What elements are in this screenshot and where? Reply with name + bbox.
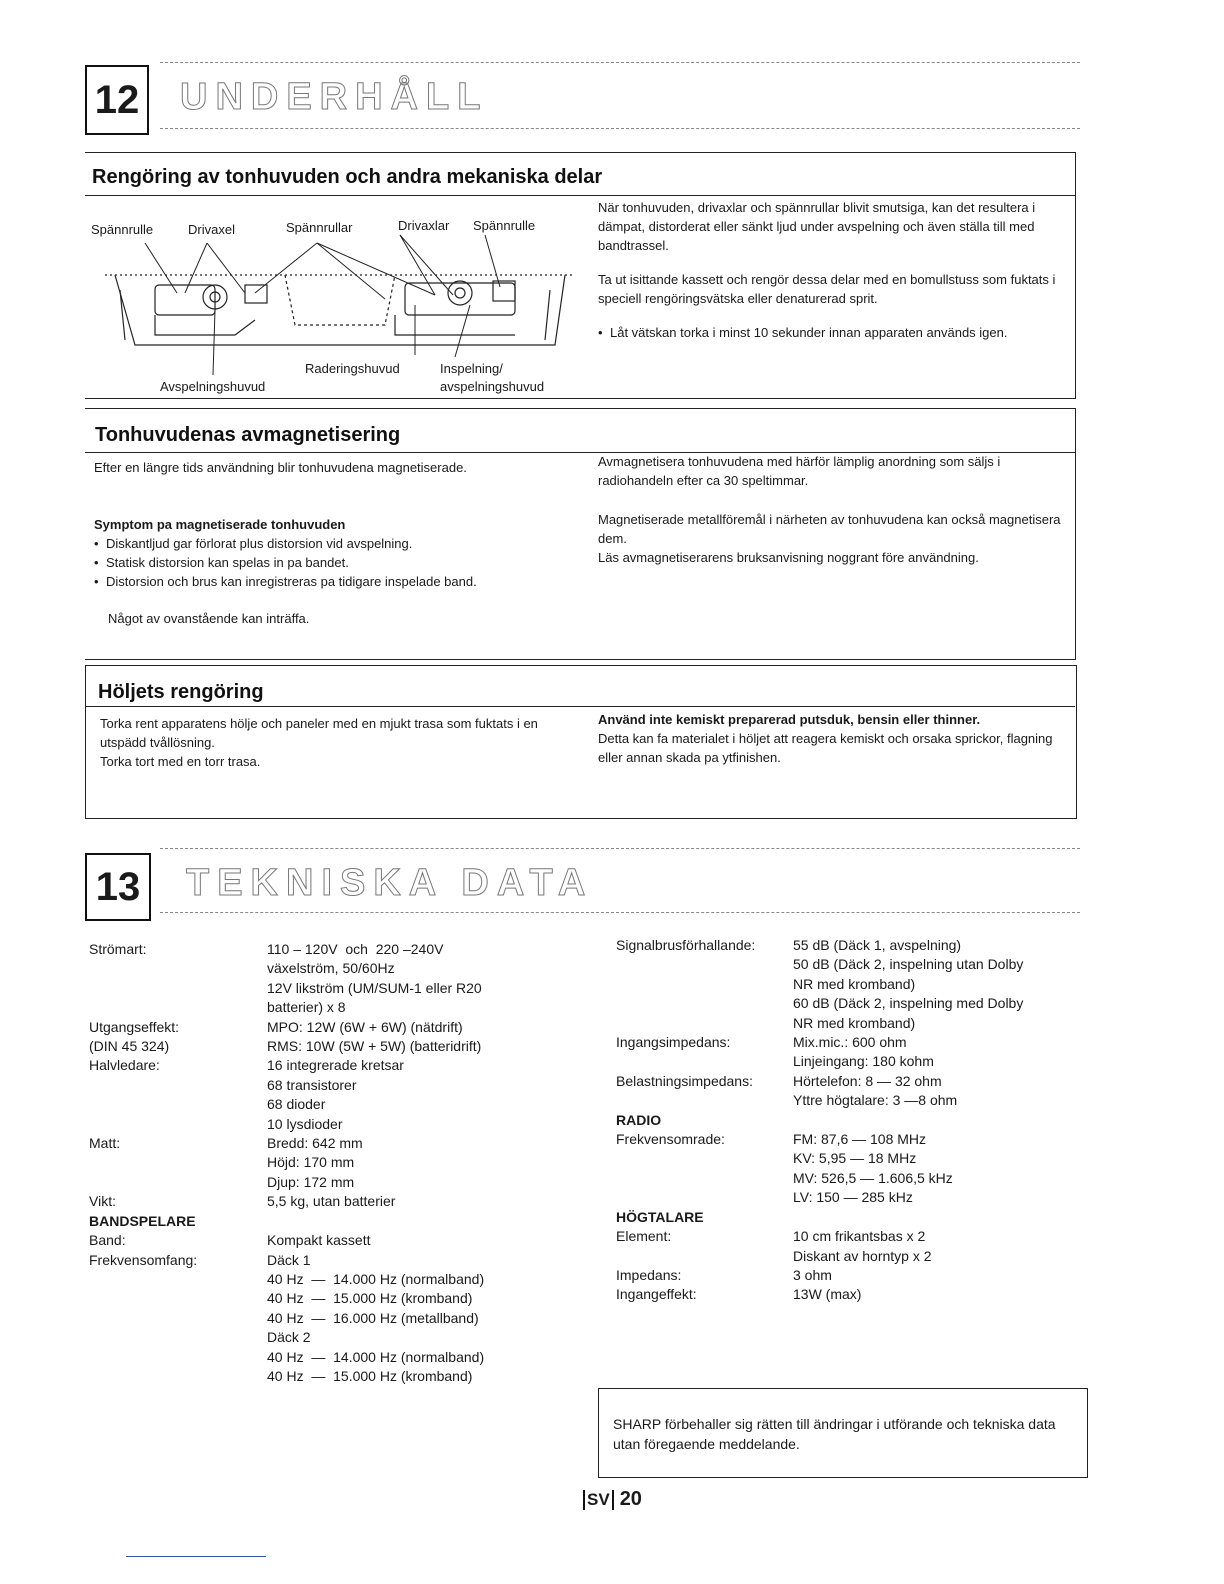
spec-key: RADIO bbox=[616, 1111, 662, 1128]
spec-value: Däck 2 bbox=[267, 1329, 311, 1346]
spec-row bbox=[89, 1231, 589, 1250]
spec-row bbox=[89, 1251, 589, 1270]
spec-row bbox=[89, 1115, 589, 1134]
spec-key: Vikt: bbox=[89, 1193, 116, 1210]
section-title-13: TEKNISKA DATA bbox=[186, 862, 594, 904]
spec-row bbox=[89, 1212, 589, 1231]
spec-value: Bredd: 642 mm bbox=[267, 1135, 363, 1152]
spec-value: 10 cm frikantsbas x 2 bbox=[793, 1228, 926, 1245]
spec-row bbox=[89, 1270, 589, 1289]
cleaning-title-rule bbox=[85, 195, 1075, 196]
case-l1: Torka rent apparatens hölje och paneler med en mjukt trasa som fuktats i en utspädd tvållösning. bbox=[100, 716, 538, 750]
specs-right bbox=[616, 936, 1086, 1305]
spec-row bbox=[89, 1173, 589, 1192]
spec-row bbox=[89, 1348, 589, 1367]
spec-key bbox=[616, 1169, 793, 1188]
spec-key: Matt: bbox=[89, 1135, 121, 1152]
spec-key bbox=[89, 1328, 267, 1347]
spec-value: Höjd: 170 mm bbox=[267, 1154, 355, 1171]
spec-key bbox=[616, 1014, 793, 1033]
spec-key: Frekvensomrade: bbox=[616, 1131, 725, 1148]
label-spannrullar: Spännrullar bbox=[286, 220, 353, 235]
label-avspelningshuvud-left: Avspelningshuvud bbox=[160, 379, 266, 394]
spec-value: 13W (max) bbox=[793, 1286, 862, 1303]
spec-key: Element: bbox=[616, 1228, 672, 1245]
spec-row bbox=[89, 1095, 589, 1114]
spec-row bbox=[616, 1033, 1086, 1052]
spec-key bbox=[616, 1149, 793, 1168]
case-l2: Torka tort med en torr trasa. bbox=[100, 754, 261, 769]
specs-left bbox=[89, 940, 589, 1386]
spec-row bbox=[89, 1367, 589, 1386]
spec-row bbox=[616, 1169, 1086, 1188]
spec-row bbox=[89, 1076, 589, 1095]
spec-key bbox=[89, 1289, 267, 1308]
section-number-12: 12 bbox=[85, 65, 149, 135]
spec-row bbox=[616, 994, 1086, 1013]
spec-value: batterier) x 8 bbox=[267, 999, 346, 1016]
case-right bbox=[598, 710, 1064, 767]
demag-bullet: • Statisk distorsion kan spelas in pa bandet. bbox=[94, 553, 564, 572]
demag-r3: Läs avmagnetiserarens bruksanvisning noggrant före användning. bbox=[598, 550, 979, 565]
case-title-rule bbox=[85, 706, 1075, 707]
spec-key bbox=[89, 1367, 267, 1386]
spec-row bbox=[89, 1309, 589, 1328]
spec-key bbox=[616, 955, 793, 974]
spec-key bbox=[89, 1153, 267, 1172]
case-left bbox=[100, 714, 570, 771]
section-title-12: UNDERHÅLL bbox=[180, 76, 489, 118]
spec-row bbox=[616, 1188, 1086, 1207]
spec-value: 40 Hz — 14.000 Hz (normalband) bbox=[267, 1348, 485, 1365]
label-spannrulle-left: Spännrulle bbox=[91, 222, 154, 237]
spec-value: 40 Hz — 16.000 Hz (metallband) bbox=[267, 1309, 479, 1326]
header13-rule-top bbox=[160, 848, 1080, 849]
spec-row bbox=[89, 1134, 589, 1153]
spec-key bbox=[89, 1076, 267, 1095]
label-inspelning: Inspelning/ bbox=[440, 361, 503, 376]
spec-row bbox=[616, 1052, 1086, 1071]
demag-left bbox=[94, 458, 564, 628]
bottom-rule bbox=[126, 1556, 266, 1557]
page-footer bbox=[583, 1488, 642, 1511]
spec-value: Kompakt kassett bbox=[267, 1232, 371, 1249]
spec-key: Utgangseffekt: bbox=[89, 1018, 180, 1035]
spec-value: 40 Hz — 15.000 Hz (kromband) bbox=[267, 1367, 473, 1384]
demag-intro: Efter en längre tids användning blir tonhuvudena magnetiserade. bbox=[94, 460, 467, 475]
spec-key bbox=[89, 998, 267, 1017]
spec-key bbox=[616, 975, 793, 994]
cleaning-text bbox=[598, 198, 1064, 342]
spec-row bbox=[616, 1091, 1086, 1110]
case-r2: Detta kan fa materialet i höljet att reagera kemiskt och orsaka sprickor, flagning eller annan skada pa ytfinishen. bbox=[598, 731, 1053, 765]
spec-key bbox=[89, 1173, 267, 1192]
spec-key bbox=[89, 979, 267, 998]
spec-row bbox=[616, 1149, 1086, 1168]
spec-value: LV: 150 — 285 kHz bbox=[793, 1189, 913, 1206]
spec-value: RMS: 10W (5W + 5W) (batteridrift) bbox=[267, 1038, 482, 1055]
demag-r1: Avmagnetisera tonhuvudena med härför lämplig anordning som säljs i radiohandeln efter ca 30 speltimmar. bbox=[598, 454, 1001, 488]
demag-bullet: • Diskantljud gar förlorat plus distorsion vid avspelning. bbox=[94, 534, 564, 553]
spec-row bbox=[616, 1130, 1086, 1149]
cleaning-title: Rengöring av tonhuvuden och andra mekaniska delar bbox=[92, 166, 603, 188]
page-number: 20 bbox=[619, 1488, 642, 1510]
spec-value: NR med kromband) bbox=[793, 1014, 916, 1031]
spec-key: Impedans: bbox=[616, 1266, 682, 1283]
spec-key: Ingangeffekt: bbox=[616, 1286, 697, 1303]
label-avspelningshuvud-right: avspelningshuvud bbox=[440, 379, 545, 394]
case-title: Höljets rengöring bbox=[98, 681, 264, 703]
spec-key: Halvledare: bbox=[89, 1057, 160, 1074]
spec-row bbox=[616, 1285, 1086, 1304]
spec-row bbox=[616, 1247, 1086, 1266]
spec-value: 3 ohm bbox=[793, 1266, 832, 1283]
spec-row bbox=[616, 1014, 1086, 1033]
spec-value: Däck 1 bbox=[267, 1251, 311, 1268]
spec-row bbox=[616, 975, 1086, 994]
spec-key: Frekvensomfang: bbox=[89, 1251, 198, 1268]
demag-title: Tonhuvudenas avmagnetisering bbox=[95, 424, 401, 446]
spec-row bbox=[89, 979, 589, 998]
spec-value: Diskant av horntyp x 2 bbox=[793, 1247, 932, 1264]
spec-row bbox=[616, 936, 1086, 955]
spec-value: 40 Hz — 14.000 Hz (normalband) bbox=[267, 1270, 485, 1287]
spec-key bbox=[616, 1188, 793, 1207]
spec-value: 68 dioder bbox=[267, 1096, 326, 1113]
spec-value: Hörtelefon: 8 — 32 ohm bbox=[793, 1072, 942, 1089]
spec-value: Yttre högtalare: 3 —8 ohm bbox=[793, 1092, 958, 1109]
spec-key bbox=[616, 1052, 793, 1071]
spec-value: Linjeingang: 180 kohm bbox=[793, 1053, 934, 1070]
demag-right bbox=[598, 452, 1064, 567]
spec-value: MV: 526,5 — 1.606,5 kHz bbox=[793, 1169, 953, 1186]
spec-key: Belastningsimpedans: bbox=[616, 1072, 753, 1089]
spec-key bbox=[616, 994, 793, 1013]
spec-value: MPO: 12W (6W + 6W) (nätdrift) bbox=[267, 1018, 463, 1035]
spec-key bbox=[616, 1247, 793, 1266]
spec-row bbox=[89, 1037, 589, 1056]
spec-row bbox=[89, 998, 589, 1017]
spec-key bbox=[89, 959, 267, 978]
demag-r2: Magnetiserade metallföremål i närheten av tonhuvudena kan också magnetisera dem. bbox=[598, 512, 1061, 546]
spec-row bbox=[616, 1266, 1086, 1285]
spec-value: 40 Hz — 15.000 Hz (kromband) bbox=[267, 1290, 473, 1307]
spec-value: 10 lysdioder bbox=[267, 1115, 343, 1132]
spec-value: 16 integrerade kretsar bbox=[267, 1057, 404, 1074]
spec-value: KV: 5,95 — 18 MHz bbox=[793, 1150, 917, 1167]
spec-value: NR med kromband) bbox=[793, 975, 916, 992]
spec-value: 60 dB (Däck 2, inspelning med Dolby bbox=[793, 995, 1024, 1012]
header-rule-bottom bbox=[160, 128, 1080, 129]
spec-key: Ingangsimpedans: bbox=[616, 1034, 731, 1051]
spec-row bbox=[616, 955, 1086, 974]
spec-row bbox=[616, 1208, 1086, 1227]
spec-row bbox=[89, 1192, 589, 1211]
demag-bullet: • Distorsion och brus kan inregistreras pa tidigare inspelade band. bbox=[94, 572, 564, 591]
spec-row bbox=[89, 1056, 589, 1075]
label-drivaxlar: Drivaxlar bbox=[398, 218, 450, 233]
spec-key: (DIN 45 324) bbox=[89, 1038, 170, 1055]
language-badge: SV bbox=[583, 1490, 614, 1510]
spec-value: Djup: 172 mm bbox=[267, 1173, 355, 1190]
spec-value: 50 dB (Däck 2, inspelning utan Dolby bbox=[793, 956, 1024, 973]
spec-row bbox=[89, 1153, 589, 1172]
spec-row bbox=[616, 1111, 1086, 1130]
header13-rule-bottom bbox=[160, 912, 1080, 913]
section-number-13: 13 bbox=[85, 853, 151, 921]
spec-key bbox=[89, 1115, 267, 1134]
spec-row bbox=[616, 1227, 1086, 1246]
cleaning-bullet: • Låt vätskan torka i minst 10 sekunder innan apparaten används igen. bbox=[598, 323, 1064, 342]
spec-value: 68 transistorer bbox=[267, 1076, 357, 1093]
spec-value: 55 dB (Däck 1, avspelning) bbox=[793, 937, 962, 953]
spec-key: BANDSPELARE bbox=[89, 1212, 196, 1229]
spec-key: HÖGTALARE bbox=[616, 1208, 704, 1225]
spec-key: Band: bbox=[89, 1232, 126, 1249]
cleaning-p2: Ta ut isittande kassett och rengör dessa delar med en bomullstuss som fuktats i speciell rengöringsvätska eller denaturerad sprit. bbox=[598, 272, 1056, 306]
spec-value: Mix.mic.: 600 ohm bbox=[793, 1034, 907, 1051]
label-drivaxel: Drivaxel bbox=[188, 222, 235, 237]
label-spannrulle-right: Spännrulle bbox=[473, 218, 536, 233]
demag-note: Något av ovanstående kan inträffa. bbox=[108, 611, 310, 626]
spec-key: Strömart: bbox=[89, 941, 147, 957]
spec-key bbox=[89, 1270, 267, 1289]
demag-symptom-title: Symptom pa magnetiserade tonhuvuden bbox=[94, 517, 346, 532]
spec-key: Signalbrusförhallande: bbox=[616, 937, 756, 953]
spec-row bbox=[89, 940, 589, 959]
spec-value: 12V likström (UM/SUM-1 eller R20 bbox=[267, 979, 482, 996]
spec-value: 5,5 kg, utan batterier bbox=[267, 1193, 396, 1210]
spec-value: FM: 87,6 — 108 MHz bbox=[793, 1131, 927, 1148]
spec-value: 110 – 120V och 220 –240V bbox=[267, 941, 444, 957]
spec-row bbox=[89, 1018, 589, 1037]
case-warning: Använd inte kemiskt preparerad putsduk, bensin eller thinner. bbox=[598, 712, 981, 727]
spec-value: växelström, 50/60Hz bbox=[267, 960, 395, 977]
spec-key bbox=[616, 1091, 793, 1110]
spec-row bbox=[89, 1328, 589, 1347]
spec-row bbox=[616, 1072, 1086, 1091]
header-rule-top bbox=[160, 62, 1080, 63]
spec-row bbox=[89, 1289, 589, 1308]
spec-key bbox=[89, 1095, 267, 1114]
spec-key bbox=[89, 1348, 267, 1367]
spec-key bbox=[89, 1309, 267, 1328]
cleaning-p1: När tonhuvuden, drivaxlar och spännrullar blivit smutsiga, kan det resultera i dämpat, distorderat eller sänkt ljud under avspelning och även ställa till med bandtrassel. bbox=[598, 200, 1036, 253]
label-raderingshuvud: Raderingshuvud bbox=[305, 361, 400, 376]
spec-row bbox=[89, 959, 589, 978]
notice-text: SHARP förbehaller sig rätten till ändringar i utförande och tekniska data utan föregaende meddelande. bbox=[613, 1416, 1056, 1452]
